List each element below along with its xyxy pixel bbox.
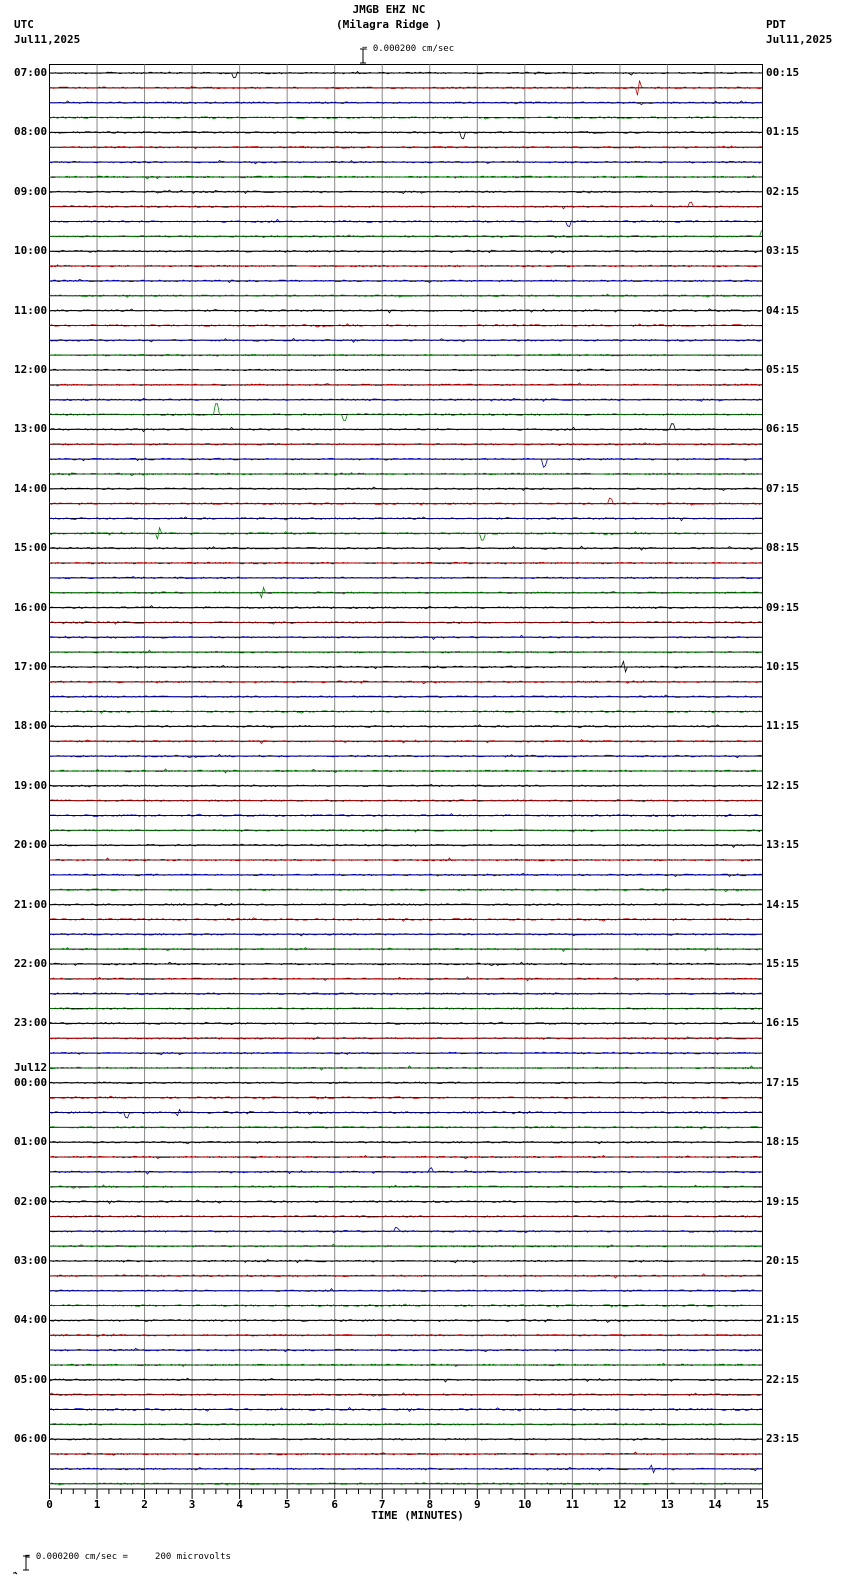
- right-hour-label: 15:15: [766, 957, 800, 970]
- trace-signal: [50, 132, 762, 139]
- right-hour-label: 13:15: [766, 838, 800, 852]
- left-hour-label: 12:00: [14, 363, 48, 376]
- trace-signal: [50, 219, 762, 226]
- right-date: Jul11,2025: [766, 33, 833, 46]
- x-tick-label: 14: [708, 1498, 722, 1511]
- right-hour-label: 10:15: [766, 660, 800, 673]
- left-hour-label: 14:00: [14, 481, 48, 495]
- left-hour-label: 08:00: [14, 125, 48, 139]
- trace-signal: [50, 517, 762, 521]
- left-date: Jul11,2025: [14, 33, 81, 46]
- right-hour-label: 19:15: [766, 1194, 800, 1208]
- left-hour-label: 15:00: [14, 541, 48, 555]
- station-title: JMGB EHZ NC: [352, 3, 426, 16]
- left-hour-label: 13:00: [14, 422, 48, 436]
- trace-signal: [50, 650, 762, 653]
- x-tick-label: 11: [565, 1498, 579, 1511]
- left-hour-label: 04:00: [14, 1313, 48, 1327]
- left-hour-label: 23:00: [14, 1016, 48, 1030]
- x-tick-label: 10: [518, 1498, 532, 1511]
- trace-signal: [50, 202, 762, 209]
- trace-signal: [50, 424, 762, 432]
- right-hour-label: 00:15: [766, 66, 800, 79]
- left-hour-label: 06:00: [14, 1432, 48, 1446]
- trace-signal: [50, 844, 762, 847]
- right-hour-label: 11:15: [766, 719, 800, 733]
- right-hour-label: 04:15: [766, 303, 800, 317]
- x-tick-label: 7: [378, 1498, 386, 1511]
- left-hour-label: 00:00: [14, 1075, 48, 1089]
- left-hour-label: 10:00: [14, 244, 48, 258]
- x-tick-label: 5: [283, 1498, 291, 1511]
- right-hour-label: 01:15: [766, 125, 800, 139]
- trace-signal: [50, 528, 762, 541]
- right-hour-label: 23:15: [766, 1432, 800, 1446]
- left-hour-label: 17:00: [14, 660, 48, 673]
- x-tick-label: 3: [188, 1498, 196, 1511]
- right-hour-label: 02:15: [766, 184, 800, 198]
- left-hour-label: 18:00: [14, 719, 48, 733]
- time-axis: [50, 1489, 763, 1499]
- left-hour-label: 11:00: [14, 303, 48, 317]
- right-hour-label: 18:15: [766, 1135, 800, 1149]
- trace-signal: [50, 1066, 762, 1070]
- trace-group: [50, 72, 763, 1486]
- left-hour-label: 03:00: [14, 1254, 48, 1267]
- left-hour-label: 21:00: [14, 897, 48, 911]
- x-axis-label: TIME (MINUTES): [371, 1509, 464, 1522]
- trace-signal: [50, 1260, 762, 1263]
- right-hour-label: 20:15: [766, 1254, 800, 1267]
- left-hour-label: 09:00: [14, 184, 48, 198]
- left-hour-label: 02:00: [14, 1194, 48, 1208]
- trace-signal: [50, 1168, 762, 1174]
- trace-signal: [50, 1096, 762, 1099]
- x-tick-label: 9: [473, 1498, 481, 1511]
- left-hour-label: 20:00: [14, 838, 48, 852]
- x-tick-label: 0: [46, 1498, 53, 1511]
- left-hour-label: 22:00: [14, 957, 48, 970]
- trace-signal: [50, 1110, 762, 1119]
- trace-signal: [50, 404, 762, 421]
- left-hour-label: 19:00: [14, 778, 48, 792]
- x-tick-label: 2: [141, 1498, 148, 1511]
- trace-signal: [50, 1452, 762, 1455]
- x-tick-label: 12: [613, 1498, 627, 1511]
- right-hour-label: 07:15: [766, 481, 800, 495]
- footer-scale-bar-icon: [11, 1545, 19, 1561]
- date-change-label: Jul12: [14, 1060, 48, 1074]
- trace-signal: [50, 72, 762, 78]
- x-tick-label: 4: [236, 1498, 243, 1511]
- right-hour-label: 12:15: [766, 778, 800, 792]
- trace-signal: [50, 1423, 762, 1425]
- x-tick-label: 6: [331, 1498, 338, 1511]
- x-tick-label: 8: [426, 1498, 434, 1511]
- right-hour-label: 05:15: [766, 363, 800, 376]
- right-timezone: PDT: [766, 18, 786, 31]
- footer-scale-label: = 0.000200 cm/sec = 200 microvolts: [25, 1552, 231, 1562]
- scale-bar-icon: [348, 38, 356, 54]
- trace-signal: [50, 829, 762, 832]
- station-location: (Milagra Ridge ): [336, 18, 442, 31]
- right-hour-label: 09:15: [766, 600, 800, 614]
- x-tick-label: 1: [93, 1498, 101, 1511]
- scale-label: = 0.000200 cm/sec: [362, 44, 455, 54]
- left-hour-label: 16:00: [14, 600, 48, 614]
- right-hour-label: 21:15: [766, 1313, 800, 1327]
- right-hour-label: 14:15: [766, 897, 800, 911]
- right-hour-label: 06:15: [766, 422, 800, 436]
- left-hour-label: 01:00: [14, 1135, 48, 1149]
- trace-signal: [50, 1334, 762, 1337]
- x-tick-label: 15: [755, 1498, 770, 1511]
- right-hour-label: 08:15: [766, 541, 800, 555]
- right-hour-label: 03:15: [766, 244, 800, 258]
- right-hour-label: 17:15: [766, 1075, 800, 1089]
- left-timezone: UTC: [14, 18, 34, 31]
- left-hour-label: 07:00: [14, 66, 48, 79]
- trace-signal: [50, 309, 762, 313]
- x-tick-label: 13: [660, 1498, 675, 1511]
- left-hour-label: 05:00: [14, 1372, 48, 1386]
- trace-signal: [50, 977, 762, 981]
- right-hour-label: 16:15: [766, 1016, 800, 1030]
- trace-signal: [50, 725, 762, 728]
- right-hour-label: 22:15: [766, 1372, 800, 1386]
